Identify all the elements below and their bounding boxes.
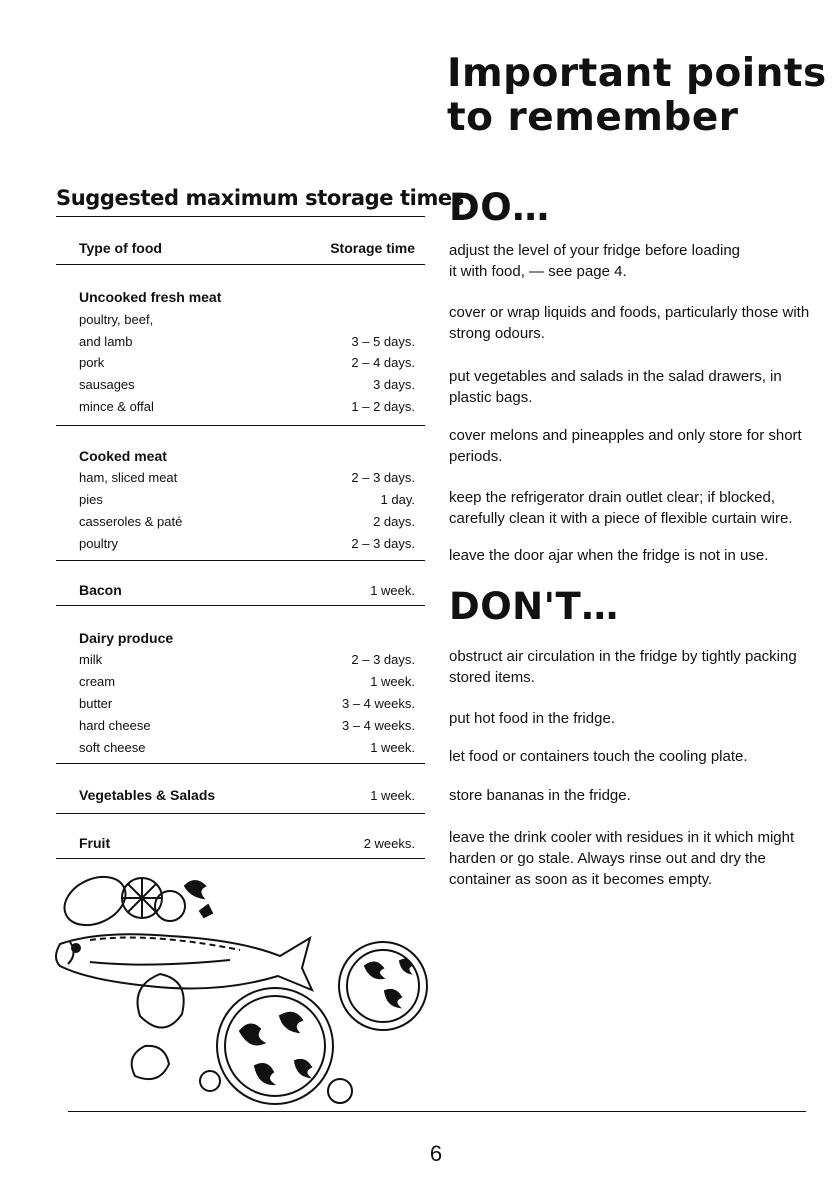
storage-time: 1 week. bbox=[370, 674, 415, 689]
food-item: cream bbox=[79, 674, 116, 689]
page-number: 6 bbox=[429, 1141, 443, 1166]
header-rule bbox=[56, 264, 425, 265]
bowl-icon bbox=[217, 988, 333, 1104]
dont-item: store bananas in the fridge. bbox=[449, 787, 631, 804]
page-title bbox=[447, 52, 827, 140]
category-bacon: Bacon bbox=[79, 582, 122, 598]
section-rule bbox=[56, 425, 425, 426]
section-rule bbox=[56, 858, 425, 859]
food-item: pies bbox=[79, 492, 103, 507]
category-cooked-meat: Cooked meat bbox=[79, 448, 167, 464]
food-item: poultry, beef, bbox=[79, 312, 154, 327]
section-rule bbox=[56, 813, 425, 814]
section-rule bbox=[56, 560, 425, 561]
food-item: mince & offal bbox=[79, 399, 154, 414]
do-item: cover or wrap liquids and foods, particularly those with strong odours. bbox=[449, 304, 810, 342]
do-item: cover melons and pineapples and only store for short periods. bbox=[449, 427, 802, 465]
do-item: put vegetables and salads in the salad drawers, in plastic bags. bbox=[449, 368, 782, 406]
page-title-line-2: to remember bbox=[447, 95, 739, 140]
storage-time: 3 – 4 weeks. bbox=[342, 718, 415, 733]
table-title-rule bbox=[56, 216, 425, 217]
dont-item: leave the drink cooler with residues in it which might harden or go stale. Always rinse out and dry the container as soon as it becomes empty. bbox=[449, 829, 795, 888]
food-illustration-icon bbox=[50, 866, 440, 1106]
category-fruit: Fruit bbox=[79, 835, 111, 851]
food-item: ham, sliced meat bbox=[79, 470, 178, 485]
food-item: soft cheese bbox=[79, 740, 146, 755]
food-item: milk bbox=[79, 652, 103, 667]
do-item: leave the door ajar when the fridge is not in use. bbox=[449, 547, 769, 564]
storage-time: 3 – 5 days. bbox=[351, 334, 415, 349]
do-heading: DO… bbox=[449, 186, 550, 229]
storage-time: 2 – 3 days. bbox=[351, 470, 415, 485]
category-uncooked-meat: Uncooked fresh meat bbox=[79, 289, 222, 305]
section-rule bbox=[56, 605, 425, 606]
page-title-line-1: Important points bbox=[447, 51, 827, 96]
storage-time: 2 – 3 days. bbox=[351, 536, 415, 551]
small-bowl-icon bbox=[339, 942, 427, 1030]
storage-time: 3 – 4 weeks. bbox=[342, 696, 415, 711]
do-item: keep the refrigerator drain outlet clear; if blocked, carefully clean it with a piece of flexible curtain wire. bbox=[449, 489, 793, 527]
storage-time: 1 week. bbox=[370, 788, 415, 803]
column-header-food: Type of food bbox=[79, 240, 162, 256]
dont-item: let food or containers touch the cooling plate. bbox=[449, 748, 748, 765]
storage-time: 3 days. bbox=[373, 377, 415, 392]
category-dairy: Dairy produce bbox=[79, 630, 174, 646]
food-item: hard cheese bbox=[79, 718, 151, 733]
food-item: poultry bbox=[79, 536, 119, 551]
storage-time: 1 week. bbox=[370, 740, 415, 755]
dont-heading: DON'T… bbox=[449, 585, 619, 628]
dont-item: obstruct air circulation in the fridge by tightly packing stored items. bbox=[449, 648, 797, 686]
food-item: pork bbox=[79, 355, 105, 370]
storage-time: 2 – 4 days. bbox=[351, 355, 415, 370]
food-item: sausages bbox=[79, 377, 135, 392]
column-header-time: Storage time bbox=[330, 240, 415, 256]
lettuce-icon bbox=[138, 974, 184, 1028]
do-item: adjust the level of your fridge before loading it with food, — see page 4. bbox=[449, 242, 741, 280]
storage-time: 1 week. bbox=[370, 583, 415, 598]
storage-time: 2 – 3 days. bbox=[351, 652, 415, 667]
storage-time: 1 day. bbox=[380, 492, 415, 507]
dont-item: put hot food in the fridge. bbox=[449, 710, 615, 727]
storage-table-title: Suggested maximum storage times bbox=[56, 186, 464, 210]
section-rule bbox=[56, 763, 425, 764]
footer-rule bbox=[68, 1111, 806, 1112]
storage-time: 1 – 2 days. bbox=[351, 399, 415, 414]
storage-time: 2 days. bbox=[373, 514, 415, 529]
food-item: and lamb bbox=[79, 334, 133, 349]
storage-time: 2 weeks. bbox=[363, 836, 415, 851]
category-vegetables: Vegetables & Salads bbox=[79, 787, 216, 803]
food-item: butter bbox=[79, 696, 113, 711]
food-item: casseroles & paté bbox=[79, 514, 183, 529]
